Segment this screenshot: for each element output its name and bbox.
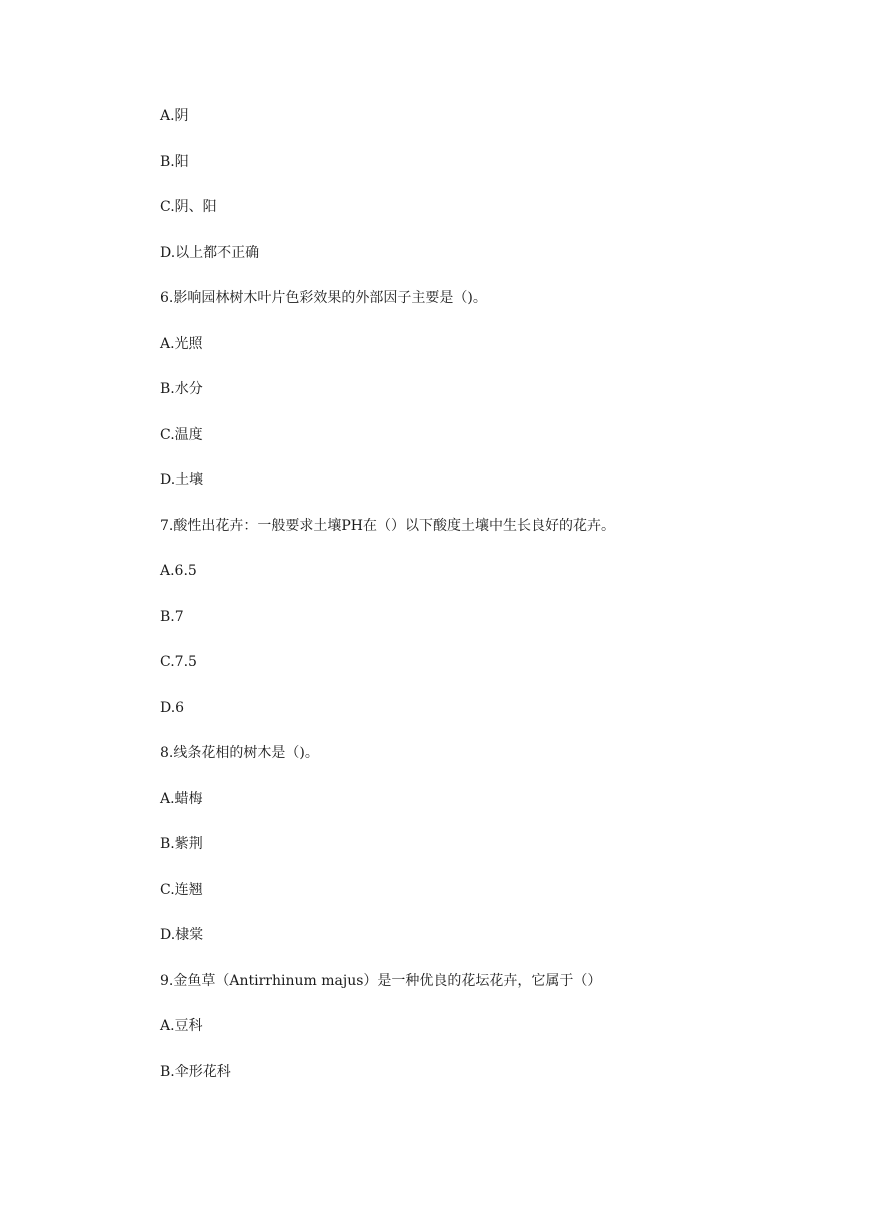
option-line: B.伞形花科 bbox=[160, 1063, 231, 1080]
option-line: D.棣棠 bbox=[160, 927, 204, 943]
option-line: D.6 bbox=[160, 699, 185, 716]
option-line: A.光照 bbox=[160, 335, 203, 352]
option-line: B.紫荆 bbox=[160, 836, 203, 852]
option-line: A.阴 bbox=[160, 108, 189, 124]
option-line: D.以上都不正确 bbox=[160, 244, 260, 261]
question-list bbox=[160, 105, 840, 1106]
question-line: 6.影响园林树木叶片色彩效果的外部因子主要是（)。 bbox=[160, 290, 487, 306]
question-line: 8.线条花相的树木是（)。 bbox=[160, 745, 319, 761]
option-line: C.连翘 bbox=[160, 881, 203, 898]
option-line: B.7 bbox=[160, 608, 184, 625]
option-line: D.土壤 bbox=[160, 472, 204, 488]
option-line: C.7.5 bbox=[160, 654, 197, 670]
option-line: A.6.5 bbox=[160, 563, 197, 579]
option-line: B.水分 bbox=[160, 381, 203, 397]
question-line: 9.金鱼草（Antirrhinum majus）是一种优良的花坛花卉，它属于（） bbox=[160, 972, 602, 989]
option-line: B.阳 bbox=[160, 153, 189, 170]
option-line: C.温度 bbox=[160, 426, 203, 443]
question-line: 7.酸性出花卉：一般要求土壤PH在（）以下酸度土壤中生长良好的花卉。 bbox=[160, 517, 615, 534]
option-line: C.阴、阳 bbox=[160, 199, 217, 215]
option-line: A.豆科 bbox=[160, 1018, 203, 1034]
option-line: A.蜡梅 bbox=[160, 790, 203, 807]
